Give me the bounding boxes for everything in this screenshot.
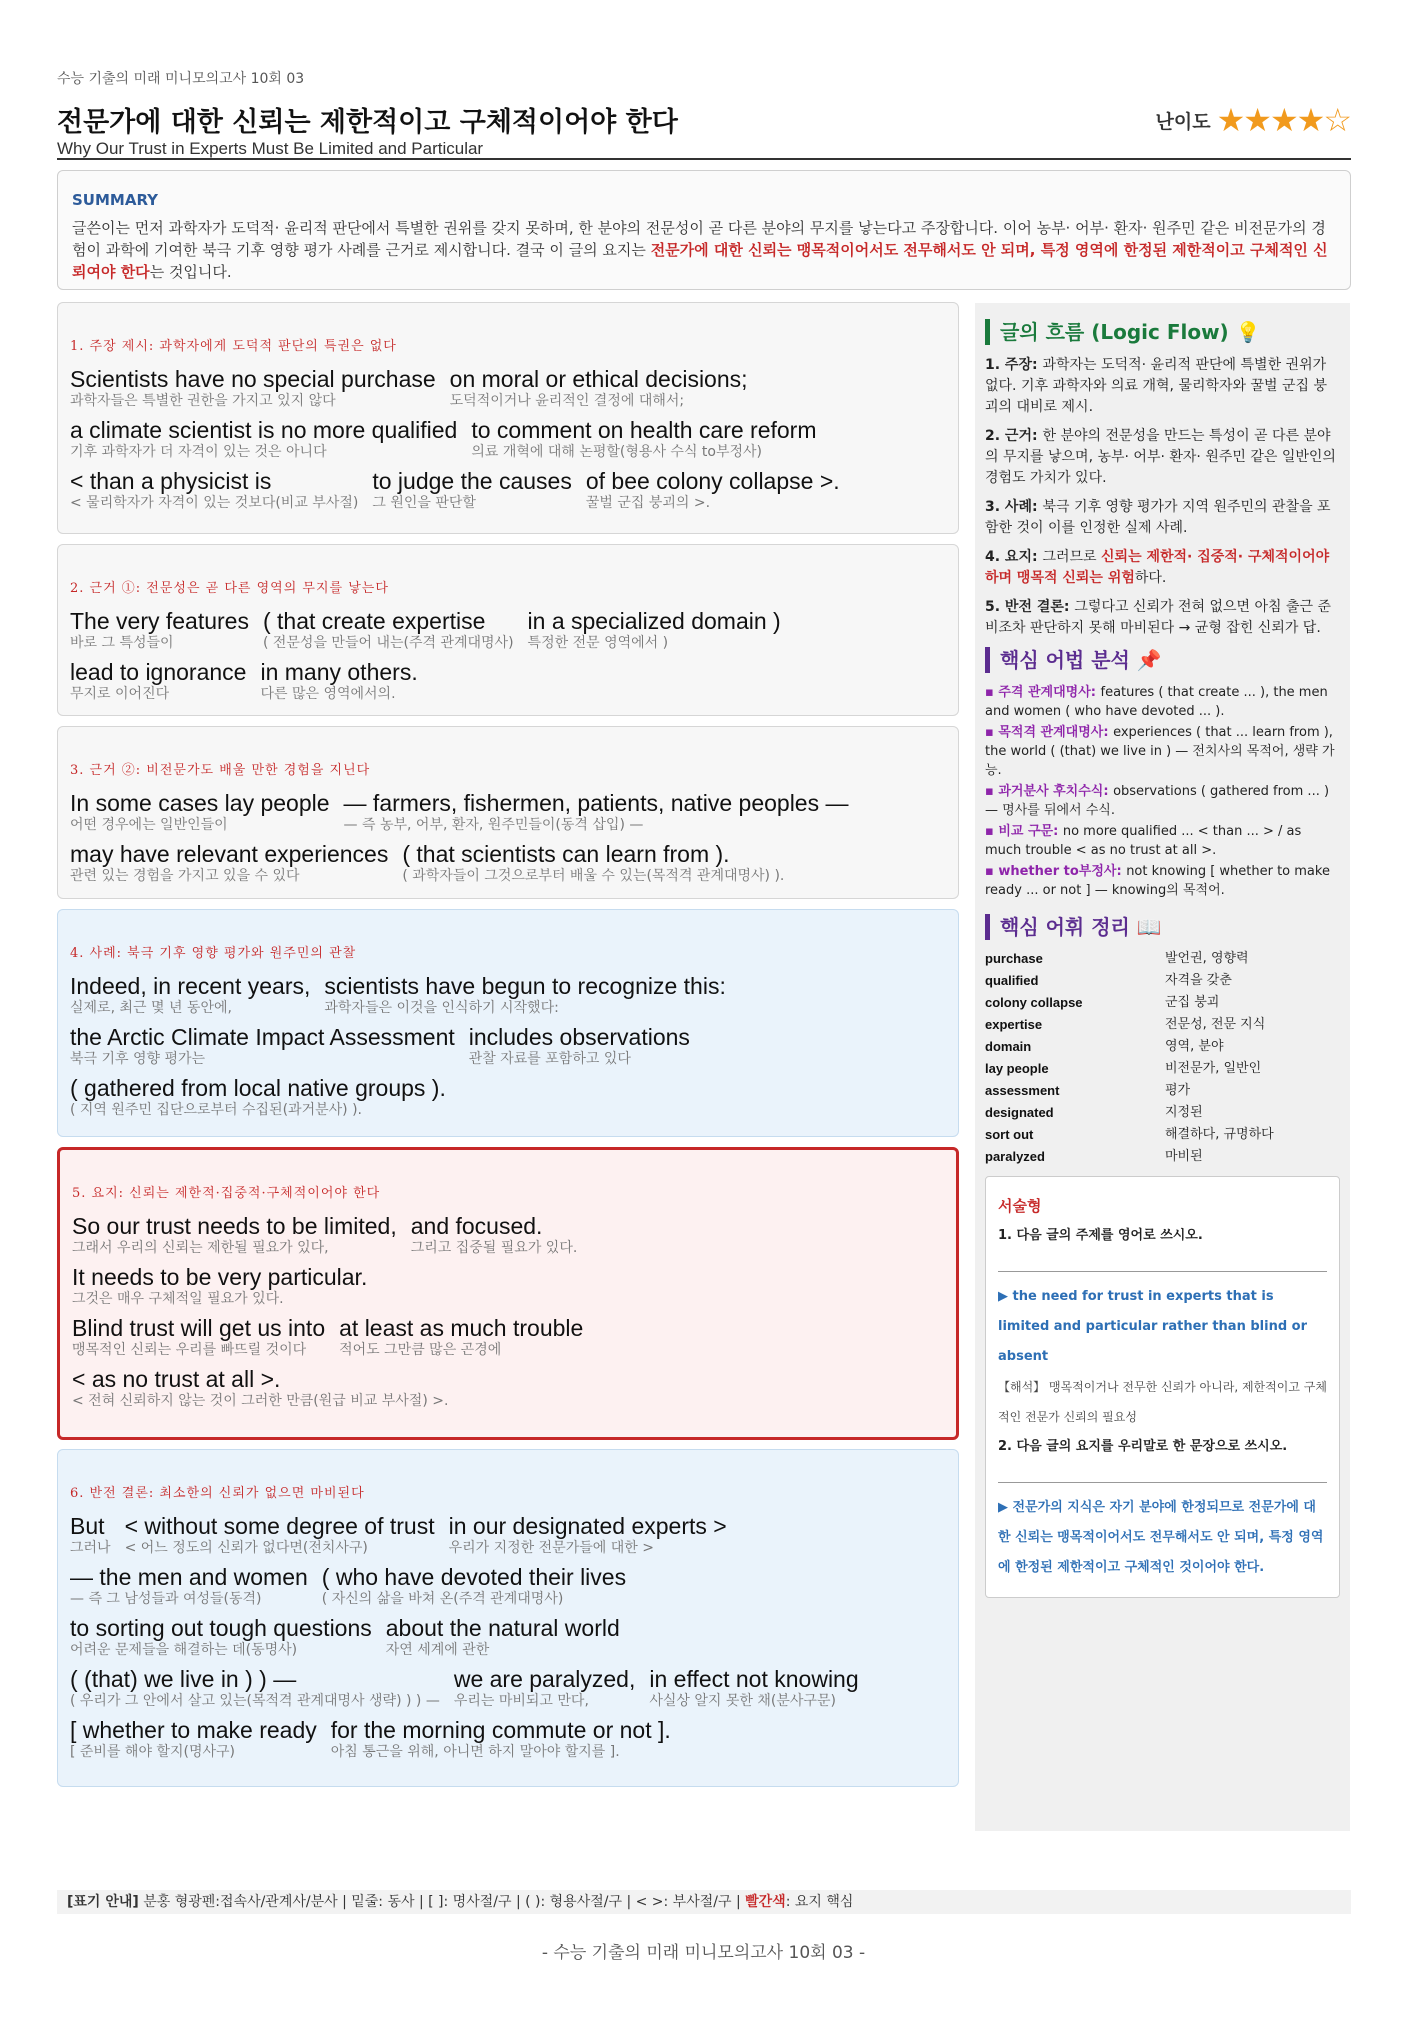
vocab-meaning: 비전문가, 일반인	[1165, 1061, 1262, 1076]
vocab-word: domain	[985, 1039, 1032, 1054]
page-title: 전문가에 대한 신뢰는 제한적이고 구체적이어야 한다	[57, 107, 678, 138]
flow-item: 4. 요지: 그러므로 신뢰는 제한적· 집중적· 구체적이어야 하며 맹목적 신뢰는 위험하다.	[985, 549, 1330, 586]
english-text: ( that create expertise	[262, 608, 486, 634]
korean-gloss: 관련 있는 경험을 가지고 있을 수 있다	[70, 868, 300, 884]
flow-item: 1. 주장: 과학자는 도덕적· 윤리적 판단에 특별한 권위가 없다. 기후 과학자와 의료 개혁, 물리학자와 꿀벌 군집 붕괴의 대비로 제시.	[985, 357, 1328, 415]
grammar-item: ▪ 목적격 관계대명사: experiences ( that ... learn from ), the world ( (that) we live in ) — 전치사의 목적어, 생략 가능.	[985, 725, 1335, 778]
english-text: — the men and women	[70, 1564, 308, 1590]
english-text: may have relevant experiences	[70, 841, 389, 867]
vocab-meaning: 군집 붕괴	[1165, 995, 1220, 1010]
english-text: to judge the causes	[372, 468, 572, 494]
korean-gloss: 그것은 매우 구체적일 필요가 있다.	[72, 1291, 284, 1307]
flow-item: 2. 근거: 한 분야의 전문성을 만드는 특성이 곧 다른 분야의 무지를 낳으며, 농부· 어부· 환자· 원주민 같은 일반인의 경험도 가치가 있다.	[985, 428, 1336, 486]
korean-gloss: ( 자신의 삶을 바쳐 온(주격 관계대명사)	[321, 1591, 564, 1607]
sentence-line	[70, 1615, 946, 1659]
sentence-chunk	[411, 1213, 578, 1257]
english-text: So our trust needs to be limited,	[72, 1213, 397, 1239]
english-text: of bee colony collapse >.	[585, 468, 840, 494]
korean-gloss: 특정한 전문 영역에서 )	[527, 635, 669, 651]
korean-gloss: ( 우리가 그 안에서 살고 있는(목적격 관계대명사 생략) ) ) —	[70, 1693, 440, 1709]
vocab-meaning: 전문성, 전문 지식	[1165, 1017, 1266, 1032]
vocab-meaning: 자격을 갖춘	[1165, 973, 1232, 988]
passage-section-5	[57, 1147, 959, 1440]
sentence-chunk	[454, 1666, 636, 1710]
vocab-word: qualified	[985, 973, 1039, 988]
english-text: in our designated experts >	[448, 1513, 727, 1539]
flow-item: 5. 반전 결론: 그렇다고 신뢰가 전혀 없으면 아침 출근 준비조차 판단하지 못해 마비된다 → 균형 잡힌 신뢰가 답.	[985, 599, 1331, 636]
sentence-chunk	[72, 1366, 448, 1410]
sentence-line	[72, 1264, 944, 1308]
sentence-chunk	[331, 1717, 671, 1761]
vocab-word: sort out	[985, 1127, 1034, 1142]
flow-heading: 글의 흐름 (Logic Flow) 💡	[985, 319, 1340, 345]
sentence-chunk	[72, 1315, 325, 1359]
section-heading: 3. 근거 ②: 비전문가도 배울 만한 경험을 지닌다	[70, 763, 371, 778]
section-heading: 2. 근거 ①: 전문성은 곧 다른 영역의 무지를 낳는다	[70, 581, 389, 596]
passage-section-1	[57, 302, 959, 534]
sentence-chunk	[70, 1564, 308, 1608]
korean-gloss: 과학자들은 이것을 인식하기 시작했다:	[324, 1000, 559, 1016]
vocab-word: assessment	[985, 1083, 1060, 1098]
sentence-line	[70, 1024, 946, 1068]
passage-section-2	[57, 544, 959, 716]
sentence-chunk	[70, 841, 388, 885]
sentence-line	[70, 1513, 946, 1557]
vocab-word: expertise	[985, 1017, 1043, 1032]
sidebar	[975, 303, 1350, 1831]
sentence-line	[70, 366, 946, 410]
sentence-chunk	[324, 973, 725, 1017]
sentence-chunk	[72, 1264, 367, 1308]
vocab-meaning: 지정된	[1165, 1105, 1203, 1120]
english-text: the Arctic Climate Impact Assessment	[70, 1024, 455, 1050]
pin-icon: 📌	[1136, 648, 1162, 672]
korean-gloss: 무지로 이어진다	[70, 686, 170, 702]
section-heading: 1. 주장 제시: 과학자에게 도덕적 판단의 특권은 없다	[70, 339, 397, 354]
answer-line-2	[998, 1482, 1327, 1483]
vocab-meaning: 마비된	[1165, 1149, 1203, 1164]
sentence-chunk	[70, 1615, 372, 1659]
sentence-line	[72, 1366, 944, 1410]
sentence-chunk	[339, 1315, 583, 1359]
korean-gloss: 어떤 경우에는 일반인들이	[70, 817, 228, 833]
sentence-line	[72, 1213, 944, 1257]
sentence-chunk	[528, 608, 781, 652]
sentence-line	[70, 417, 946, 461]
vocab-meaning: 평가	[1165, 1083, 1191, 1098]
section-heading: 5. 요지: 신뢰는 제한적·집중적·구체적이어야 한다	[72, 1186, 381, 1201]
english-text: [ whether to make ready	[70, 1717, 317, 1743]
korean-gloss: 적어도 그만큼 많은 곤경에	[339, 1342, 502, 1358]
english-text: in many others.	[260, 659, 418, 685]
writing-question-2: 2. 다음 글의 요지를 우리말로 한 문장으로 쓰시오.	[998, 1439, 1288, 1454]
series-label: 수능 기출의 미래 미니모의고사 10회 03	[57, 71, 305, 87]
korean-gloss: ( 과학자들이 그것으로부터 배울 수 있는(목적격 관계대명사) ).	[402, 868, 785, 884]
writing-answer-1: ▶ the need for trust in experts that is limited and particular rather than blind or absent	[998, 1289, 1307, 1364]
summary-text: 글쓴이는 먼저 과학자가 도덕적· 윤리적 판단에서 특별한 권위를 갖지 못하며, 한 분야의 전문성이 곧 다른 분야의 무지를 낳는다고 주장합니다. 이어 농부· 어부· 환자· 원주민 같은 비전문가의 경험이 과학에 기여한 북극 기후 영향 평가 사례를 근거로 제시합니다. 결국 이 글의 요지는 전문가에 대한 신뢰는 맹목적이어서도 전무해서도 안 되며, 특정 영역에 한정된 제한적이고 구체적인 신뢰여야 한다는 것입니다.	[72, 219, 1328, 281]
sentence-chunk	[70, 366, 436, 410]
korean-gloss: 우리는 마비되고 만다,	[453, 1693, 589, 1709]
book-icon: 📖	[1136, 915, 1162, 939]
summary-box	[57, 170, 1351, 290]
sentence-chunk	[344, 790, 849, 834]
sentence-chunk	[70, 1024, 455, 1068]
sentence-line	[70, 608, 946, 652]
english-text: on moral or ethical decisions;	[449, 366, 748, 392]
english-text: The very features	[70, 608, 249, 634]
sentence-chunk	[260, 659, 417, 703]
korean-gloss: 북극 기후 영향 평가는	[70, 1051, 206, 1067]
vocab-word: purchase	[985, 951, 1043, 966]
korean-gloss: 기후 과학자가 더 자격이 있는 것은 아니다	[70, 444, 327, 460]
korean-gloss: — 즉 그 남성들과 여성들(동격)	[70, 1591, 262, 1607]
vocab-meaning: 영역, 분야	[1165, 1039, 1224, 1054]
english-text: in effect not knowing	[649, 1666, 859, 1692]
answer-line-1	[998, 1271, 1327, 1272]
english-text: about the natural world	[385, 1615, 620, 1641]
title-rule	[57, 158, 1351, 160]
vocab-meaning: 발언권, 영향력	[1165, 951, 1249, 966]
english-text: we are paralyzed,	[453, 1666, 636, 1692]
sentence-chunk	[70, 659, 246, 703]
english-text: Blind trust will get us into	[72, 1315, 326, 1341]
difficulty	[1155, 101, 1351, 139]
sentence-chunk	[70, 1513, 111, 1557]
korean-gloss: 맹목적인 신뢰는 우리를 빠뜨릴 것이다	[72, 1342, 307, 1358]
english-text: to sorting out tough questions	[70, 1615, 372, 1641]
passage-section-4	[57, 909, 959, 1137]
lightbulb-icon: 💡	[1235, 320, 1261, 344]
english-text: In some cases lay people	[70, 790, 330, 816]
korean-gloss: 그러나	[70, 1540, 111, 1556]
english-text: It needs to be very particular.	[72, 1264, 368, 1290]
english-text: and focused.	[410, 1213, 543, 1239]
difficulty-label: 난이도	[1155, 110, 1211, 133]
sentence-chunk	[402, 841, 784, 885]
english-text: in a specialized domain )	[527, 608, 781, 634]
korean-gloss: < 전혀 신뢰하지 않는 것이 그러한 만큼(원급 비교 부사절) >.	[72, 1393, 449, 1409]
writing-answer-1-translation: 【해석】 맹목적이거나 전무한 신뢰가 아니라, 제한적이고 구체적인 전문가 신뢰의 필요성	[998, 1380, 1327, 1424]
english-text: lead to ignorance	[70, 659, 247, 685]
grammar-heading: 핵심 어법 분석 📌	[985, 647, 1340, 673]
korean-gloss: 실제로, 최근 몇 년 동안에,	[70, 1000, 232, 1016]
sentence-line	[70, 1564, 946, 1608]
english-text: Scientists have no special purchase	[70, 366, 436, 392]
vocab-word: paralyzed	[985, 1149, 1045, 1164]
sentence-line	[70, 659, 946, 703]
grammar-item: ▪ 과거분사 후치수식: observations ( gathered from ... ) — 명사를 뒤에서 수식.	[985, 784, 1330, 818]
korean-gloss: 그래서 우리의 신뢰는 제한될 필요가 있다,	[72, 1240, 329, 1256]
english-text: for the morning commute or not ].	[330, 1717, 671, 1743]
english-text: to comment on health care reform	[471, 417, 817, 443]
english-text: includes observations	[468, 1024, 690, 1050]
sentence-chunk	[70, 973, 310, 1017]
sentence-line	[70, 973, 946, 1017]
english-text: < without some degree of trust	[124, 1513, 435, 1539]
sentence-chunk	[70, 608, 249, 652]
korean-gloss: ( 전문성을 만들어 내는(주격 관계대명사)	[262, 635, 514, 651]
korean-gloss: < 물리학자가 자격이 있는 것보다(비교 부사절)	[70, 495, 359, 511]
section-heading: 6. 반전 결론: 최소한의 신뢰가 없으면 마비된다	[70, 1486, 365, 1501]
korean-gloss: 도덕적이거나 윤리적인 결정에 대해서;	[449, 393, 685, 409]
korean-gloss: 의료 개혁에 대해 논평할(형용사 수식 to부정사)	[471, 444, 763, 460]
sentence-chunk	[70, 790, 330, 834]
sentence-line	[70, 790, 946, 834]
sentence-chunk	[586, 468, 840, 512]
sentence-chunk	[70, 1075, 446, 1119]
vocab-table	[985, 950, 1340, 1166]
sentence-line	[70, 1666, 946, 1710]
korean-gloss: < 어느 정도의 신뢰가 없다면(전치사구)	[124, 1540, 368, 1556]
english-text: ( that scientists can learn from ).	[402, 841, 730, 867]
sentence-line	[70, 841, 946, 885]
writing-title: 서술형	[998, 1197, 1042, 1215]
korean-gloss: 다른 많은 영역에서의.	[260, 686, 396, 702]
grammar-list	[985, 683, 1340, 900]
english-text: at least as much trouble	[339, 1315, 584, 1341]
sentence-chunk	[450, 366, 748, 410]
korean-gloss: 과학자들은 특별한 권한을 가지고 있지 않다	[70, 393, 336, 409]
flow-item: 3. 사례: 북극 기후 영향 평가가 지역 원주민의 관찰을 포함한 것이 이를 인정한 실제 사례.	[985, 499, 1331, 536]
writing-box	[985, 1176, 1340, 1598]
english-text: ( who have devoted their lives	[321, 1564, 627, 1590]
sentence-chunk	[469, 1024, 690, 1068]
writing-answer-2: ▶ 전문가의 지식은 자기 분야에 한정되므로 전문가에 대한 신뢰는 맹목적이어서도 전무해서도 안 되며, 특정 영역에 한정된 제한적이고 구체적인 것이어야 한다.	[998, 1500, 1324, 1575]
sentence-chunk	[449, 1513, 727, 1557]
sentence-chunk	[72, 1213, 397, 1257]
sentence-chunk	[649, 1666, 858, 1710]
korean-gloss: 우리가 지정한 전문가들에 대한 >	[448, 1540, 654, 1556]
sentence-chunk	[386, 1615, 620, 1659]
page-subtitle: Why Our Trust in Experts Must Be Limited and Particular	[57, 139, 484, 158]
sentence-line	[70, 1717, 946, 1761]
vocab-word: colony collapse	[985, 995, 1083, 1010]
korean-gloss: 사실상 알지 못한 채(분사구문)	[649, 1693, 836, 1709]
korean-gloss: 그리고 집중될 필요가 있다.	[410, 1240, 578, 1256]
korean-gloss: 어려운 문제들을 해결하는 데(동명사)	[70, 1642, 298, 1658]
english-text: ( (that) we live in ) ) —	[70, 1666, 297, 1692]
english-text: Indeed, in recent years,	[70, 973, 311, 999]
sentence-line	[70, 468, 946, 512]
english-text: scientists have begun to recognize this:	[324, 973, 726, 999]
sentence-chunk	[70, 1717, 317, 1761]
korean-gloss: 자연 세계에 관한	[385, 1642, 490, 1658]
sentence-chunk	[70, 468, 358, 512]
korean-gloss: 아침 통근을 위해, 아니면 하지 말아야 할지를 ].	[330, 1744, 620, 1760]
summary-heading: SUMMARY	[72, 191, 159, 209]
legend: [표기 안내] 분홍 형광펜:접속사/관계사/분사 | 밑줄: 동사 | [ ]: 명사절/구 | ( ): 형용사절/구 | < >: 부사절/구 | 빨간색: 요지 핵심	[57, 1890, 1351, 1914]
korean-gloss: 관찰 자료를 포함하고 있다	[468, 1051, 631, 1067]
sentence-chunk	[70, 1666, 440, 1710]
korean-gloss: 그 원인을 판단할	[372, 495, 476, 511]
sentence-line	[70, 1075, 946, 1119]
writing-question-1: 1. 다음 글의 주제를 영어로 쓰시오.	[998, 1228, 1203, 1243]
english-text: But	[70, 1513, 105, 1539]
english-text: a climate scientist is no more qualified	[70, 417, 458, 443]
vocab-word: lay people	[985, 1061, 1049, 1076]
vocab-word: designated	[985, 1105, 1054, 1120]
english-text: < as no trust at all >.	[72, 1366, 281, 1392]
logic-flow	[985, 355, 1340, 639]
sentence-chunk	[125, 1513, 435, 1557]
vocab-heading: 핵심 어휘 정리 📖	[985, 914, 1340, 940]
english-text: ( gathered from local native groups ).	[70, 1075, 446, 1101]
english-text: < than a physicist is	[70, 468, 272, 494]
sentence-chunk	[372, 468, 571, 512]
sentence-chunk	[322, 1564, 626, 1608]
passage-section-6	[57, 1449, 959, 1787]
sentence-line	[72, 1315, 944, 1359]
grammar-item: ▪ 주격 관계대명사: features ( that create ... ), the men and women ( who have devoted ... ).	[985, 685, 1328, 719]
section-heading: 4. 사례: 북극 기후 영향 평가와 원주민의 관찰	[70, 946, 357, 961]
grammar-item: ▪ 비교 구문: no more qualified ... < than ... > / as much trouble < as no trust at all >.	[985, 824, 1302, 858]
page-footer: - 수능 기출의 미래 미니모의고사 10회 03 -	[541, 1943, 866, 1963]
korean-gloss: 바로 그 특성들이	[70, 635, 174, 651]
korean-gloss: 꿀벌 군집 붕괴의 >.	[585, 495, 711, 511]
korean-gloss: ( 지역 원주민 집단으로부터 수집된(과거분사) ).	[70, 1102, 362, 1118]
difficulty-stars: ★★★★☆	[1216, 101, 1350, 139]
sentence-chunk	[70, 417, 457, 461]
korean-gloss: — 즉 농부, 어부, 환자, 원주민들이(동격 삽입) —	[343, 817, 644, 833]
english-text: — farmers, fishermen, patients, native peoples —	[343, 790, 849, 816]
sentence-chunk	[471, 417, 816, 461]
passage-section-3	[57, 726, 959, 899]
sentence-chunk	[263, 608, 514, 652]
grammar-item: ▪ whether to부정사: not knowing [ whether to make ready ... or not ] — knowing의 목적어.	[985, 864, 1330, 898]
vocab-meaning: 해결하다, 규명하다	[1165, 1127, 1274, 1142]
korean-gloss: [ 준비를 해야 할지(명사구)	[70, 1744, 235, 1760]
